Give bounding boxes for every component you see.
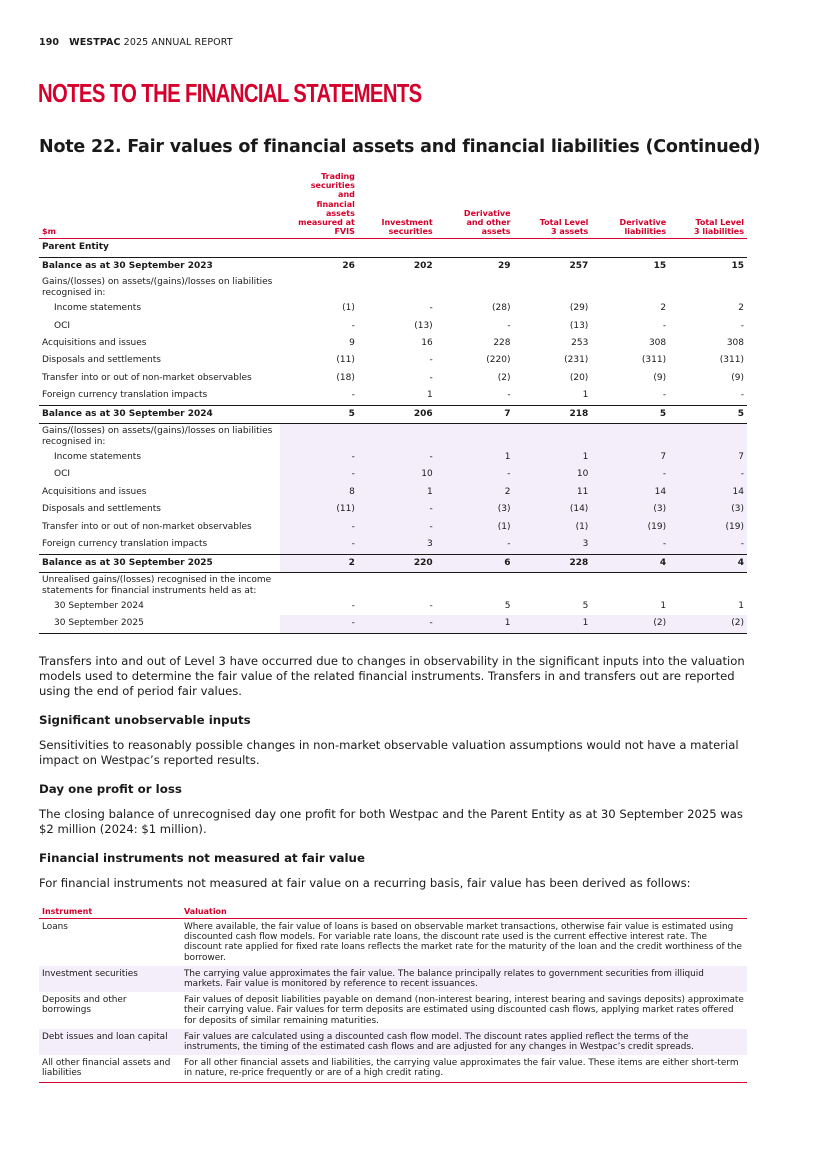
column-header: Total Level 3 assets — [514, 172, 592, 239]
cell: (2) — [497, 372, 511, 383]
cell: 14 — [669, 484, 747, 501]
cell: 4 — [669, 554, 747, 572]
cell: - — [591, 466, 669, 483]
cell: - — [429, 600, 433, 611]
cell: - — [429, 355, 433, 366]
cell: 10 — [358, 466, 436, 483]
cell: 2 — [738, 303, 744, 314]
cell: 5 — [669, 405, 747, 423]
instrument-cell: Loans — [42, 922, 68, 932]
table-row — [39, 466, 747, 483]
cell: - — [507, 320, 511, 331]
table-row — [39, 1055, 747, 1082]
cell: (11) — [336, 355, 355, 366]
cell: 2 — [436, 484, 514, 501]
instrument-cell: All other financial assets and liabilities — [39, 1055, 181, 1082]
cell: 206 — [358, 405, 436, 423]
cell: (1) — [436, 519, 514, 536]
row-label: Transfer into or out of non-market observables — [42, 521, 252, 532]
cell: 220 — [358, 554, 436, 572]
cell: 3 — [514, 536, 592, 554]
cell: (19) — [669, 519, 747, 536]
cell: - — [280, 387, 358, 405]
cell: 228 — [493, 338, 511, 349]
cell: 1 — [514, 387, 592, 405]
unit-label: $m — [39, 172, 280, 239]
table-row — [39, 387, 747, 405]
section-banner: NOTES TO THE FINANCIAL STATEMENTS — [38, 78, 422, 108]
significant-inputs-heading: Significant unobservable inputs — [39, 713, 251, 727]
row-label: OCI — [54, 469, 71, 480]
table-row — [39, 598, 747, 615]
cell: 1 — [660, 600, 667, 611]
page-header — [39, 37, 233, 48]
cell: (28) — [492, 303, 511, 314]
significant-inputs-paragraph: Sensitivities to reasonably possible changes in non-market observable valuation assumptions would not have a material impact on Westpac’s reported results. — [39, 738, 739, 767]
cell: 218 — [514, 405, 592, 423]
cell: 9 — [349, 338, 355, 349]
cell: 1 — [358, 484, 436, 501]
cell: 1 — [514, 615, 592, 633]
column-header: Derivative and other assets — [436, 172, 514, 239]
cell: - — [351, 600, 355, 611]
cell: 1 — [738, 600, 744, 611]
column-header: Investment securities — [358, 172, 436, 239]
cell: - — [436, 536, 514, 554]
cell: 5 — [280, 405, 358, 423]
cell: 228 — [514, 554, 592, 572]
table-header-row — [39, 172, 747, 239]
cell: - — [358, 501, 436, 518]
cell: (20) — [569, 372, 589, 383]
cell: (220) — [486, 355, 511, 366]
row-label: Acquisitions and issues — [42, 486, 147, 497]
row-label: Gains/(losses) on assets/(gains)/losses on liabilities recognised in: — [42, 277, 273, 299]
cell: (18) — [336, 372, 355, 383]
table-row — [39, 919, 747, 966]
report-name: 2025 ANNUAL REPORT — [123, 37, 233, 48]
cell: (3) — [436, 501, 514, 518]
cell: - — [740, 320, 744, 331]
row-label: Balance as at 30 September 2024 — [39, 405, 280, 423]
cell: 6 — [436, 554, 514, 572]
cell: (29) — [569, 303, 589, 314]
column-header: Instrument — [39, 907, 181, 919]
cell: (11) — [280, 501, 358, 518]
cell: 308 — [648, 338, 667, 349]
row-label: Acquisitions and issues — [42, 338, 147, 349]
valuation-cell: Fair values of deposit liabilities payable on demand (non-interest bearing, interest bearing and savings deposits) approximate their carrying value. Fair values for term deposits are estimated using discounted cash flows, applying market rates offered for deposits of similar remaining maturities. — [184, 995, 744, 1026]
cell: 1 — [358, 387, 436, 405]
row-label: Unrealised gains/(losses) recognised in the income statements for financial instruments held as at: — [42, 574, 272, 596]
cell: 7 — [436, 405, 514, 423]
cell: 257 — [569, 260, 589, 271]
column-header: Total Level 3 liabilities — [669, 172, 747, 239]
cell: - — [280, 519, 358, 536]
cell: - — [429, 372, 433, 383]
cell: 202 — [413, 260, 433, 271]
table-row — [39, 484, 747, 501]
cell: 2 — [660, 303, 667, 314]
not-fair-value-heading: Financial instruments not measured at fair value — [39, 851, 365, 865]
cell: - — [662, 320, 667, 331]
row-label: 30 September 2025 — [39, 615, 280, 633]
cell: - — [429, 303, 433, 314]
cell: 29 — [497, 260, 511, 271]
transfers-paragraph: Transfers into and out of Level 3 have occurred due to changes in observability in the significant inputs into the valuation models used to determine the fair value of the related financial instruments. Transfers in and transfers out are reported using the end of period fair values. — [39, 654, 745, 698]
cell: - — [358, 519, 436, 536]
cell: (14) — [514, 501, 592, 518]
table-row — [39, 405, 747, 423]
cell: 1 — [436, 449, 514, 466]
cell: 26 — [342, 260, 355, 271]
table-row — [39, 992, 747, 1029]
cell: 5 — [582, 600, 589, 611]
table-row — [39, 615, 747, 633]
cell: - — [280, 536, 358, 554]
cell: - — [436, 387, 514, 405]
instrument-cell: Investment securities — [39, 966, 181, 992]
cell: 1 — [436, 615, 514, 633]
page-number: 190 — [39, 37, 60, 48]
cell: - — [280, 615, 358, 633]
cell: 7 — [591, 449, 669, 466]
table-row — [39, 572, 747, 598]
cell: - — [669, 466, 747, 483]
row-label: Gains/(losses) on assets/(gains)/losses on liabilities recognised in: — [42, 426, 273, 448]
cell: 1 — [514, 449, 592, 466]
table-row — [39, 449, 747, 466]
table-row — [39, 501, 747, 518]
table-row — [39, 239, 747, 257]
table-row — [39, 318, 747, 335]
not-fair-value-paragraph: For financial instruments not measured at fair value on a recurring basis, fair value has been derived as follows: — [39, 876, 691, 890]
row-label: Disposals and settlements — [42, 504, 161, 515]
row-label: Income statements — [54, 452, 142, 463]
valuation-cell: The carrying value approximates the fair value. The balance principally relates to government securities from illiquid markets. Fair value is monitored by reference to recent issuances. — [181, 966, 747, 992]
cell: 3 — [358, 536, 436, 554]
level3-reconciliation-table — [39, 172, 747, 634]
cell: - — [669, 387, 747, 405]
cell: - — [280, 449, 358, 466]
cell: 5 — [504, 600, 511, 611]
brand-name: WESTPAC — [69, 37, 121, 48]
table-row — [39, 554, 747, 572]
cell: (9) — [653, 372, 667, 383]
cell: (3) — [669, 501, 747, 518]
note-title: Note 22. Fair values of financial assets and financial liabilities (Continued) — [39, 137, 761, 157]
valuation-cell: For all other financial assets and liabilities, the carrying value approximates the fair value. These items are either short-term in nature, re-price frequently or are of a high credit rating. — [181, 1055, 747, 1082]
cell: 14 — [591, 484, 669, 501]
cell: (2) — [591, 615, 669, 633]
table-header-row — [39, 907, 747, 919]
cell: (311) — [641, 355, 667, 366]
cell: - — [591, 387, 669, 405]
row-label: Transfer into or out of non-market observables — [42, 372, 252, 383]
cell: 308 — [726, 338, 744, 349]
row-label: Income statements — [54, 303, 142, 314]
cell: - — [669, 536, 747, 554]
cell: 8 — [280, 484, 358, 501]
cell: 7 — [669, 449, 747, 466]
cell: 16 — [421, 338, 433, 349]
cell: 5 — [591, 405, 669, 423]
cell: (231) — [564, 355, 589, 366]
cell: - — [358, 615, 436, 633]
cell: (311) — [719, 355, 744, 366]
table-row — [39, 257, 747, 275]
instrument-cell: Debt issues and loan capital — [39, 1029, 181, 1055]
cell: 15 — [653, 260, 667, 271]
cell: (1) — [514, 519, 592, 536]
valuation-cell: Fair values are calculated using a discounted cash flow model. The discount rates applied reflect the terms of the instruments, the timing of the estimated cash flows and are adjusted for any changes in Westpac’s credit spreads. — [181, 1029, 747, 1055]
column-header: Derivative liabilities — [591, 172, 669, 239]
cell: (9) — [731, 372, 744, 383]
table-row — [39, 300, 747, 317]
row-label: 30 September 2024 — [54, 600, 144, 611]
row-label: Balance as at 30 September 2025 — [39, 554, 280, 572]
table-row — [39, 275, 747, 300]
valuation-cell: Where available, the fair value of loans is based on observable market transactions, otherwise fair value is estimated using discounted cash flow models. For variable rate loans, the discount rate used is the current effective interest rate. The discount rate applied for fixed rate loans reflects the market rate for the maturity of the loan and the credit worthiness of the borrower. — [184, 922, 742, 963]
cell: - — [591, 536, 669, 554]
day-one-paragraph: The closing balance of unrecognised day one profit for both Westpac and the Parent Entity as at 30 September 2025 was $2 million (2024: $1 million). — [39, 807, 743, 836]
entity-label: Parent Entity — [39, 239, 747, 257]
day-one-heading: Day one profit or loss — [39, 782, 182, 796]
table-row — [39, 424, 747, 450]
table-row — [39, 370, 747, 387]
cell: 2 — [280, 554, 358, 572]
cell: (13) — [414, 320, 433, 331]
table-row — [39, 335, 747, 352]
table-row — [39, 519, 747, 536]
cell: 4 — [591, 554, 669, 572]
row-label: Balance as at 30 September 2023 — [42, 260, 213, 271]
cell: - — [358, 449, 436, 466]
cell: - — [436, 466, 514, 483]
table-row — [39, 1029, 747, 1055]
instrument-valuation-table — [39, 907, 747, 1083]
table-row — [39, 536, 747, 554]
cell: (1) — [342, 303, 355, 314]
cell: - — [351, 320, 355, 331]
row-label: Foreign currency translation impacts — [39, 387, 280, 405]
instrument-cell: Deposits and other borrowings — [42, 995, 127, 1016]
cell: (2) — [669, 615, 747, 633]
cell: 10 — [514, 466, 592, 483]
row-label: Foreign currency translation impacts — [39, 536, 280, 554]
cell: - — [280, 466, 358, 483]
row-label: Disposals and settlements — [42, 355, 161, 366]
cell: 253 — [571, 338, 589, 349]
cell: (19) — [591, 519, 669, 536]
table-row — [39, 352, 747, 369]
cell: (3) — [591, 501, 669, 518]
column-header: Valuation — [181, 907, 747, 919]
cell: 15 — [731, 260, 744, 271]
column-header: Trading securities and financial assets measured at FVIS — [280, 172, 358, 239]
table-row — [39, 966, 747, 992]
cell: (13) — [569, 320, 589, 331]
row-label: OCI — [54, 320, 71, 331]
cell: 11 — [514, 484, 592, 501]
